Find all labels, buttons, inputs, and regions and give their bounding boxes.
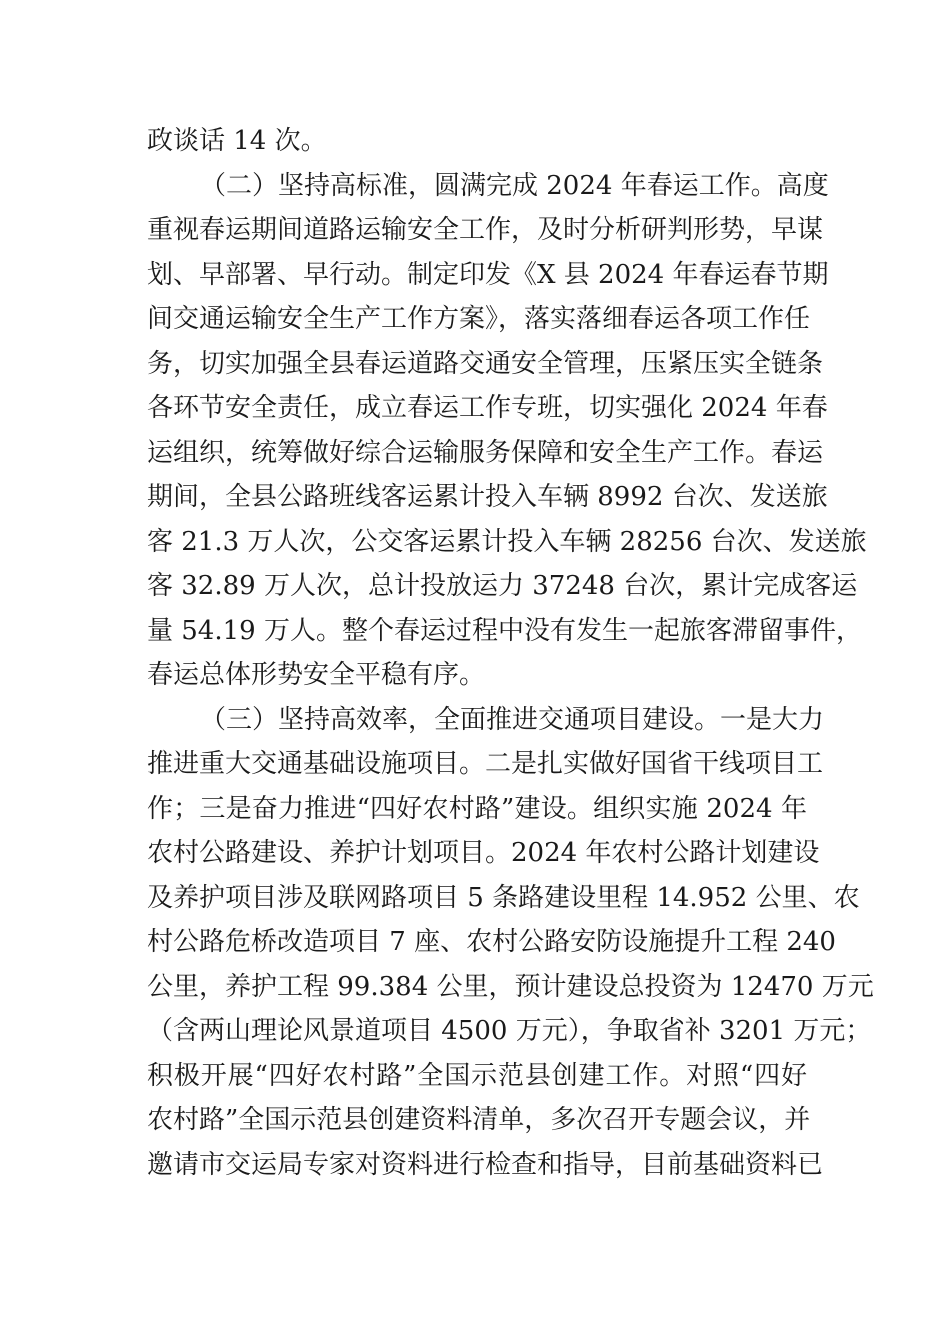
text-line: 务，切实加强全县春运道路交通安全管理，压紧压实全链条	[147, 349, 824, 379]
text-line: 公里，养护工程 99.384 公里，预计建设总投资为 12470 万元	[147, 972, 874, 1002]
section-heading-line: （三）坚持高效率，全面推进交通项目建设。一是大力	[200, 705, 825, 735]
text-line: 客 21.3 万人次，公交客运累计投入车辆 28256 台次、发送旅	[147, 527, 867, 557]
section-heading-line: （二）坚持高标准，圆满完成 2024 年春运工作。高度	[200, 171, 829, 201]
text-line: 量 54.19 万人。整个春运过程中没有发生一起旅客滞留事件，	[147, 616, 862, 646]
text-line: 重视春运期间道路运输安全工作，及时分析研判形势，早谋	[147, 215, 824, 245]
text-line: 春运总体形势安全平稳有序。	[147, 660, 486, 690]
text-line: 推进重大交通基础设施项目。二是扎实做好国省干线项目工	[147, 749, 824, 779]
text-line: 农村公路建设、养护计划项目。2024 年农村公路计划建设	[147, 838, 820, 868]
text-line: （含两山理论风景道项目 4500 万元），争取省补 3201 万元；	[147, 1016, 872, 1046]
text-line: 政谈话 14 次。	[147, 126, 327, 156]
text-line: 积极开展“四好农村路”全国示范县创建工作。对照“四好	[147, 1061, 807, 1091]
text-line: 期间，全县公路班线客运累计投入车辆 8992 台次、发送旅	[147, 482, 828, 512]
text-line: 客 32.89 万人次，总计投放运力 37248 台次，累计完成客运	[147, 571, 858, 601]
text-line: 作；三是奋力推进“四好农村路”建设。组织实施 2024 年	[147, 794, 807, 824]
text-line: 各环节安全责任，成立春运工作专班，切实强化 2024 年春	[147, 393, 828, 423]
text-line: 间交通运输安全生产工作方案》，落实落细春运各项工作任	[147, 304, 811, 334]
text-line: 村公路危桥改造项目 7 座、农村公路安防设施提升工程 240	[147, 927, 836, 957]
text-line: 划、早部署、早行动。制定印发《X 县 2024 年春运春节期	[147, 260, 829, 290]
text-line: 邀请市交运局专家对资料进行检查和指导，目前基础资料已	[147, 1150, 824, 1180]
text-line: 运组织，统筹做好综合运输服务保障和安全生产工作。春运	[147, 438, 824, 468]
text-line: 农村路”全国示范县创建资料清单，多次召开专题会议，并	[147, 1105, 811, 1135]
text-line: 及养护项目涉及联网路项目 5 条路建设里程 14.952 公里、农	[147, 883, 860, 913]
